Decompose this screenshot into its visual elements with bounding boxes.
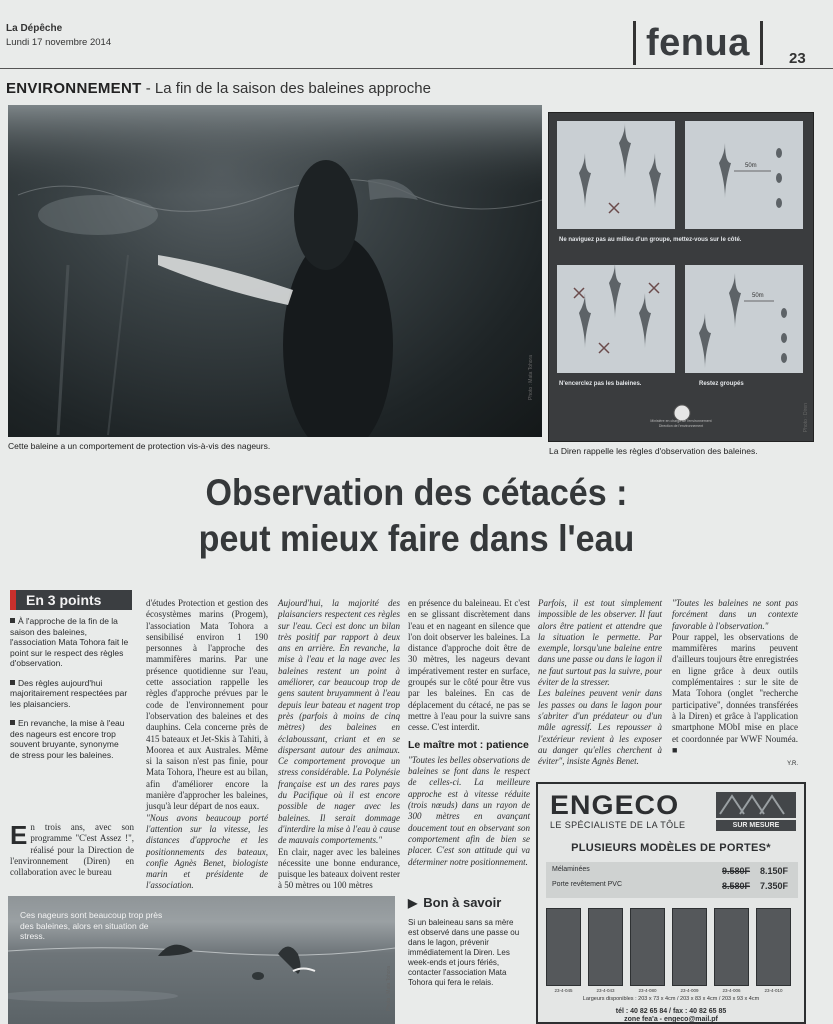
page-number: 23 — [789, 50, 806, 67]
ad-models-title: PLUSIEURS MODÈLES DE PORTES* — [571, 842, 771, 854]
distance-label-bottom: 50m — [752, 293, 764, 299]
key-point — [10, 718, 130, 760]
ad-badge: SUR MESURE — [716, 820, 796, 831]
diagram-note-circle: N'encerclez pas les baleines. — [559, 381, 642, 387]
door-image — [672, 908, 707, 986]
key-point — [10, 616, 130, 669]
paragraph-quote: "Toutes les belles observations de baleines se font dans le respect de celles-ci. La meilleure approche est à vitesse réduite (trois nœuds) dans un rayon de 300 mètres en avançant doucement tout en observant son comportement afin de bien se placer. C'est son attitude qui va déterminer notre positionnement. — [408, 754, 530, 867]
author-initials: Y.R. — [787, 761, 798, 768]
paragraph: Pour rappel, les observations de mammifères marins peuvent d'ailleurs toujours être enregistrées en ligne grâce à deux outils complémentaires : sur le site de Mata Tohora (onglet "recherche participative", données transférées à la Diren) et grâce à l'application smartphone MObI mise en place et coordonnée par WWF Nouméa. ■ — [672, 631, 798, 755]
price-new: 7.350F — [760, 881, 789, 891]
door-label: 23-4-010 — [764, 988, 783, 993]
whale-underwater-photo — [8, 105, 542, 437]
door-image — [714, 908, 749, 986]
page-header — [0, 0, 833, 70]
issue-date: Lundi 17 novembre 2014 — [6, 37, 112, 48]
diagram-note-grouped: Restez groupés — [699, 381, 744, 387]
price-label: Porte revêtement PVC — [552, 881, 623, 888]
diagram-credit: Photo : Diren — [803, 403, 809, 433]
kicker-label: ENVIRONNEMENT — [6, 80, 142, 97]
ad-brand: ENGECO — [550, 790, 680, 820]
key-point-text: Des règles aujourd'hui majoritairement respectées par les plaisanciers. — [10, 677, 128, 709]
intro-text: n trois ans, avec son programme "C'est Assez !", réalisé pour la Direction de l'environnement (Diren) en collaboration avec le bureau — [10, 822, 134, 878]
bullet-icon — [10, 720, 15, 725]
en-3-points-tag — [10, 590, 132, 610]
headline-line-2: peut mieux faire dans l'eau — [198, 518, 635, 559]
kicker-separator: - — [141, 80, 155, 97]
door-label: 23-4-080 — [638, 988, 657, 993]
kicker-title: La fin de la saison des baleines approche — [154, 80, 431, 97]
ad-phone: tél : 40 82 65 84 / fax : 40 82 65 85 — [615, 1008, 727, 1015]
bon-a-savoir-text: Si un baleineau sans sa mère est observé dans une passe ou dans le lagon, prévenir immédiatement la Diren. Les week-ends et jours fériés, contacter l'association Mata Tohora qui fera le relais. — [408, 918, 520, 987]
key-points-list — [10, 616, 130, 769]
door-image — [630, 908, 665, 986]
diagram-footer — [549, 397, 813, 441]
tag-label: En 3 points — [26, 592, 102, 608]
price-label: Mélaminées — [552, 866, 590, 873]
arrow-icon: ▶ — [408, 896, 418, 910]
subhead: Le maître mot : patience — [408, 738, 529, 751]
engeco-advertisement — [536, 782, 806, 1024]
article-column-6 — [672, 598, 798, 770]
key-point-text: À l'approche de la fin de la saison des baleines, l'association Mata Tohora fait le point sur le respect des règles d'observation. — [10, 616, 129, 668]
paragraph: en présence du baleineau. Et c'est en se glissant discrètement dans l'eau et en nageant en silence que l'on doit observer les baleines. La distance d'approche doit être de 30 mètres, les nageurs devant impérativement rester en surface, groupés sur le côté pour être vus par les baleines. En cas de déplacement du cétacé, ne pas se mettre à l'eau pour la suivre sans cesse. C'est interdit. — [408, 598, 530, 733]
door-label: 23-4-045 — [554, 988, 573, 993]
diagram-note-side: Ne naviguez pas au milieu d'un groupe, mettez-vous sur le côté. — [559, 237, 742, 243]
paragraph: En clair, nager avec les baleines nécessite une bonne endurance, puisque les bateaux doivent rester à 50 mètres ou 100 mètres — [278, 846, 400, 891]
bon-a-savoir-box — [408, 895, 526, 988]
door-image — [756, 908, 791, 986]
ad-price-table — [546, 862, 798, 898]
door-image — [588, 908, 623, 986]
diagram-footer-line2: Direction de l'environnement — [658, 424, 704, 428]
whale-icons — [549, 113, 815, 443]
ad-tagline: LE SPÉCIALISTE DE LA TÔLE — [550, 820, 686, 830]
article-column-5 — [538, 598, 662, 767]
newspaper-name: La Dépêche — [6, 23, 63, 34]
article-column-4 — [408, 598, 530, 868]
door-label: 23-4-043 — [596, 988, 615, 993]
article-kicker — [6, 80, 431, 97]
price-old: 8.580F — [722, 881, 751, 891]
door-label: 23-4-006 — [722, 988, 741, 993]
paragraph-quote: Parfois, il est tout simplement impossible de les observer. Il faut alors être patient et attendre que la situation le permette. Par exemple, lorsqu'une baleine entre dans une passe ou dans le lagon il ne faut surtout pas la suivre, pour éviter de la stresser. — [538, 598, 662, 688]
article-column-3 — [278, 598, 400, 892]
bullet-icon — [10, 618, 15, 623]
bullet-icon — [10, 680, 15, 685]
article-column-2 — [146, 598, 268, 892]
door-image — [546, 908, 581, 986]
ad-contact — [538, 1008, 804, 1024]
key-point — [10, 678, 130, 710]
headline-line-1: Observation des cétacés : — [205, 472, 628, 513]
header-divider — [0, 68, 833, 69]
tag-marker — [10, 590, 16, 610]
main-photo-caption: Cette baleine a un comportement de protection vis-à-vis des nageurs. — [8, 441, 271, 451]
ad-dimensions: Largeurs disponibles : 203 x 73 x 4cm / 203 x 83 x 4cm / 203 x 93 x 4cm — [582, 996, 760, 1002]
article-headline — [33, 470, 799, 562]
swimmers-photo-credit: Photo : Mata Tohora — [386, 966, 392, 1011]
section-tab — [633, 21, 763, 65]
paragraph-quote: Aujourd'hui, la majorité des plaisanciers respectent ces règles sur l'eau. Ceci est donc un bilan très positif par rapport à deux ans en arrière. En revanche, la mise à l'eau et la nage avec les baleines restent un point à améliorer, car beaucoup trop de gens sautent bruyamment à l'eau depuis leur bateau et nagent trop près (parfois à moins de cinq mètres) des baleines en éclaboussant, criant et en se dispersant autour des animaux. Ce comportement provoque un stress considérable. La Polynésie française est un des rares pays du Pacifique où il est encore possible de nager avec les baleines. Il serait dommage d'interdire la mise à l'eau à cause de mauvais comportements." — [278, 598, 400, 846]
swimmers-photo — [8, 896, 395, 1024]
bon-a-savoir-label: Bon à savoir — [423, 895, 502, 910]
key-point-text: En revanche, la mise à l'eau des nageurs est encore trop souvent bruyante, synonyme de stress pour les baleines. — [10, 718, 125, 760]
bon-a-savoir-title — [408, 895, 526, 910]
diagram-footer-line1: Ministère en charge de l'environnement — [650, 419, 712, 423]
price-new: 8.150F — [760, 866, 789, 876]
paragraph-quote: "Nous avons beaucoup porté l'attention sur la vitesse, les distances d'approche et les positionnements des bateaux, confie Agnès Benet, biologiste marin et présidente de l'association. — [146, 812, 268, 891]
distance-label-top: 50m — [745, 163, 757, 169]
photo-credit: Photo : Mata Tohora — [528, 355, 534, 400]
paragraph: d'études Protection et gestion des écosystèmes marins (Progem), l'association Mata Tohora a sensibilisé environ 1 190 personnes à l'approche des mammifères marins. Par une présence quotidienne sur l'eau, cette association rappelle les règles d'approche prévues par le code de l'environnement pour l'observation des baleines et des dauphins. Cela concerne près de 415 bateaux et Jet-Skis à Tahiti, à Moorea et aux Australes. Même si la saison n'est pas finie, pour Mata Tohora, l'heure est au bilan, afin d'améliorer encore la manière d'approcher les baleines, jusqu'à leur départ de nos eaux. — [146, 598, 268, 812]
price-old: 9.580F — [722, 866, 751, 876]
drop-cap: E — [10, 820, 28, 850]
paragraph-quote: "Toutes les baleines ne sont pas forcément dans un contexte favorable à l'observation." — [672, 598, 798, 631]
door-label: 23-4-009 — [680, 988, 699, 993]
ad-address: zone fea'a - engeco@mail.pf — [624, 1016, 718, 1023]
article-intro — [10, 822, 134, 878]
roof-sheet-logo — [716, 792, 796, 818]
roof-sheet-icon — [716, 792, 796, 818]
ad-header — [546, 790, 796, 834]
whale-photo-graphic — [8, 105, 542, 437]
section-name: fenua — [646, 22, 750, 64]
observation-rules-diagram — [548, 112, 814, 442]
swimmers-caption: Ces nageurs sont beaucoup trop près des baleines, alors en situation de stress. — [20, 910, 163, 941]
diagram-caption: La Diren rappelle les règles d'observation des baleines. — [549, 446, 758, 456]
paragraph-quote: Les baleines peuvent venir dans les passes ou dans le lagon pour s'abriter d'un prédateur ou d'un mâle agressif. Les repousser à l'extérieur revient à les exposer au danger qu'elles cherchent à éviter", insiste Agnès Benet. — [538, 688, 662, 767]
